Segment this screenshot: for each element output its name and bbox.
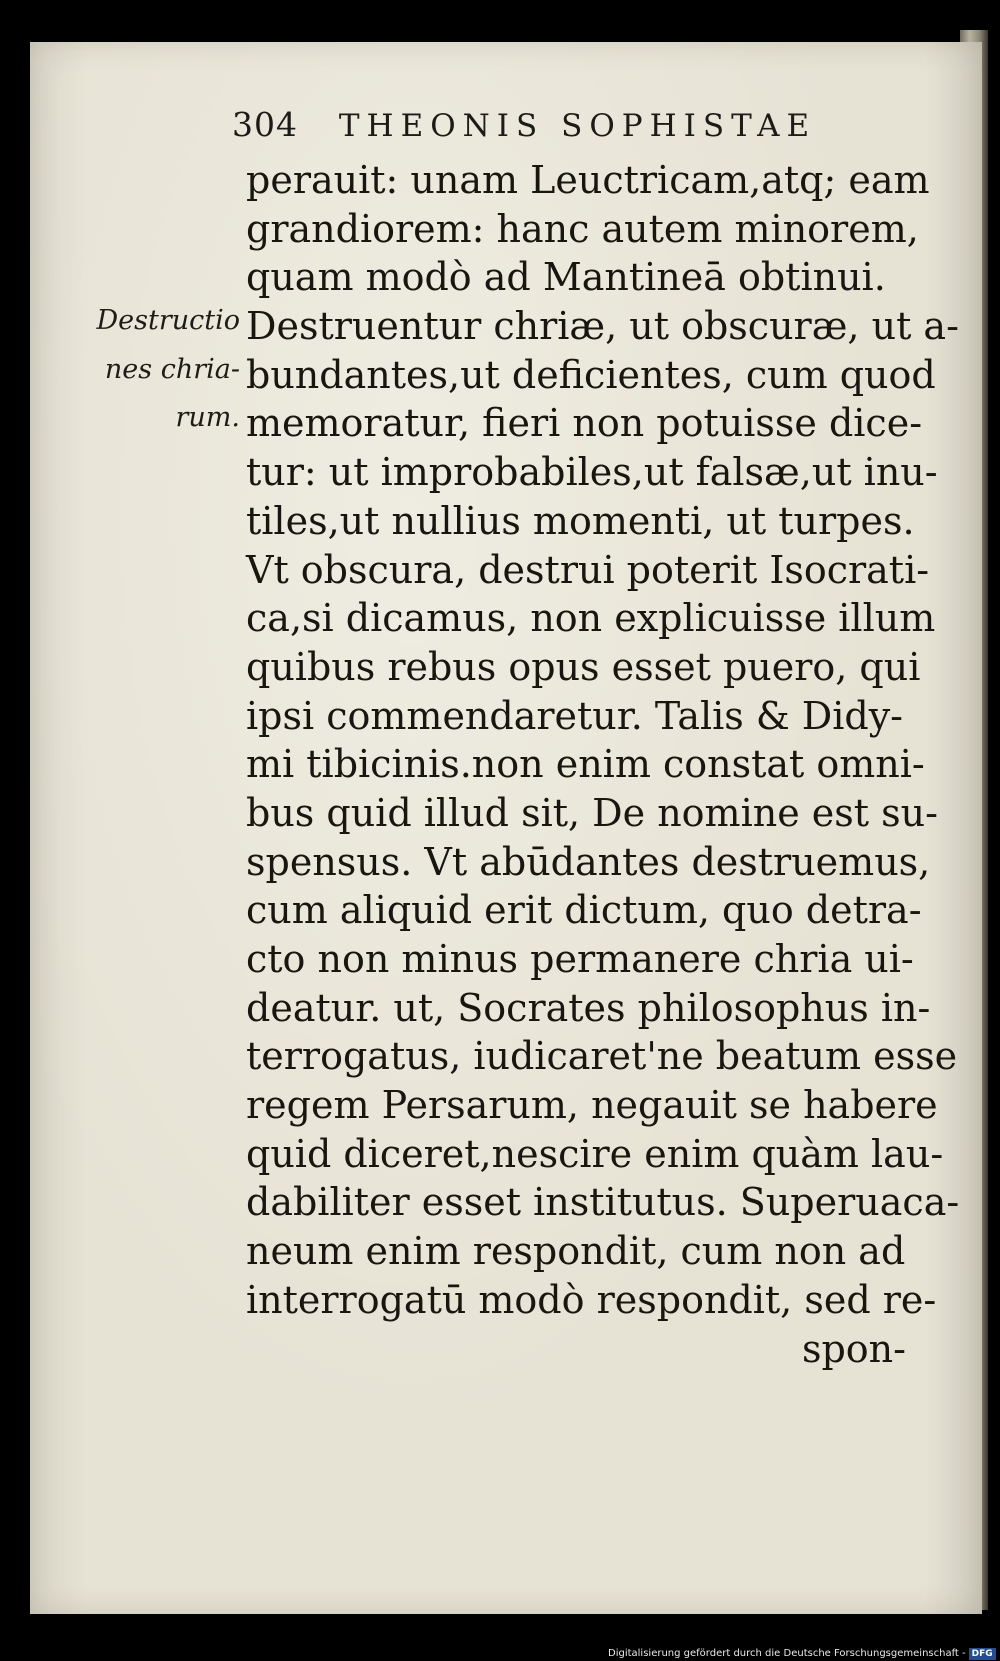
text-line: mi tibicinis.non enim constat omni- [246,742,925,787]
text-line: perauit: unam Leuctricam,atq; eam [246,158,930,202]
text-line: interrogatū modò respondit, sed re- [246,1277,937,1322]
page-number: 304 [232,105,298,144]
text-line: spensus. Vt abūdantes destruemus, [246,839,931,884]
text-line: ca,si dicamus, non explicuisse illum [246,596,936,641]
text-line: tur: ut improbabiles,ut falsæ,ut inu- [246,450,938,495]
text-line: cto non minus permanere chria ui- [246,937,914,981]
text-line: neum enim respondit, cum non ad [246,1229,906,1274]
running-header [232,105,882,155]
text-line: deatur. ut, Socrates philosophus in- [246,985,931,1030]
credit-text: Digitalisierung gefördert durch die Deutsche Forschungsgemeinschaft - [608,1648,966,1659]
running-title: THEONIS SOPHISTAE [338,108,817,144]
text-line: bundantes,ut deficientes, cum quod [246,352,936,397]
marginal-note [70,297,240,443]
body-text [246,156,960,1373]
marginal-note-line: rum. [175,402,240,434]
text-line: terrogatus, iudicaret'ne beatum esse [246,1034,958,1079]
marginal-note-line: Destructio [96,305,240,336]
text-line: bus quid illud sit, De nomine est su- [246,790,938,835]
text-line: Destruentur chriæ, ut obscuræ, ut a- [246,304,959,349]
text-line: dabiliter esset institutus. Superuaca- [246,1180,960,1225]
text-line: quam modò ad Mantineā obtinui. [246,255,886,300]
text-line: quid diceret,nescire enim quàm lau- [246,1131,944,1176]
catchword: spon- [801,1326,906,1371]
text-line: tiles,ut nullius momenti, ut turpes. [246,498,915,543]
dfg-logo: DFG [969,1648,996,1660]
text-line: quibus rebus opus esset puero, qui [246,644,921,689]
text-line: ipsi commendaretur. Talis & Didy- [246,693,904,738]
text-line: memoratur, fieri non potuisse dice- [246,401,923,446]
marginal-note-line: nes chria- [104,353,240,385]
text-line: regem Persarum, negauit se habere [246,1083,938,1128]
digitization-credit [608,1646,1000,1661]
text-line: Vt obscura, destrui poterit Isocrati- [246,547,930,592]
text-line: grandiorem: hanc autem minorem, [246,206,919,251]
text-line: cum aliquid erit dictum, quo detra- [246,888,922,933]
